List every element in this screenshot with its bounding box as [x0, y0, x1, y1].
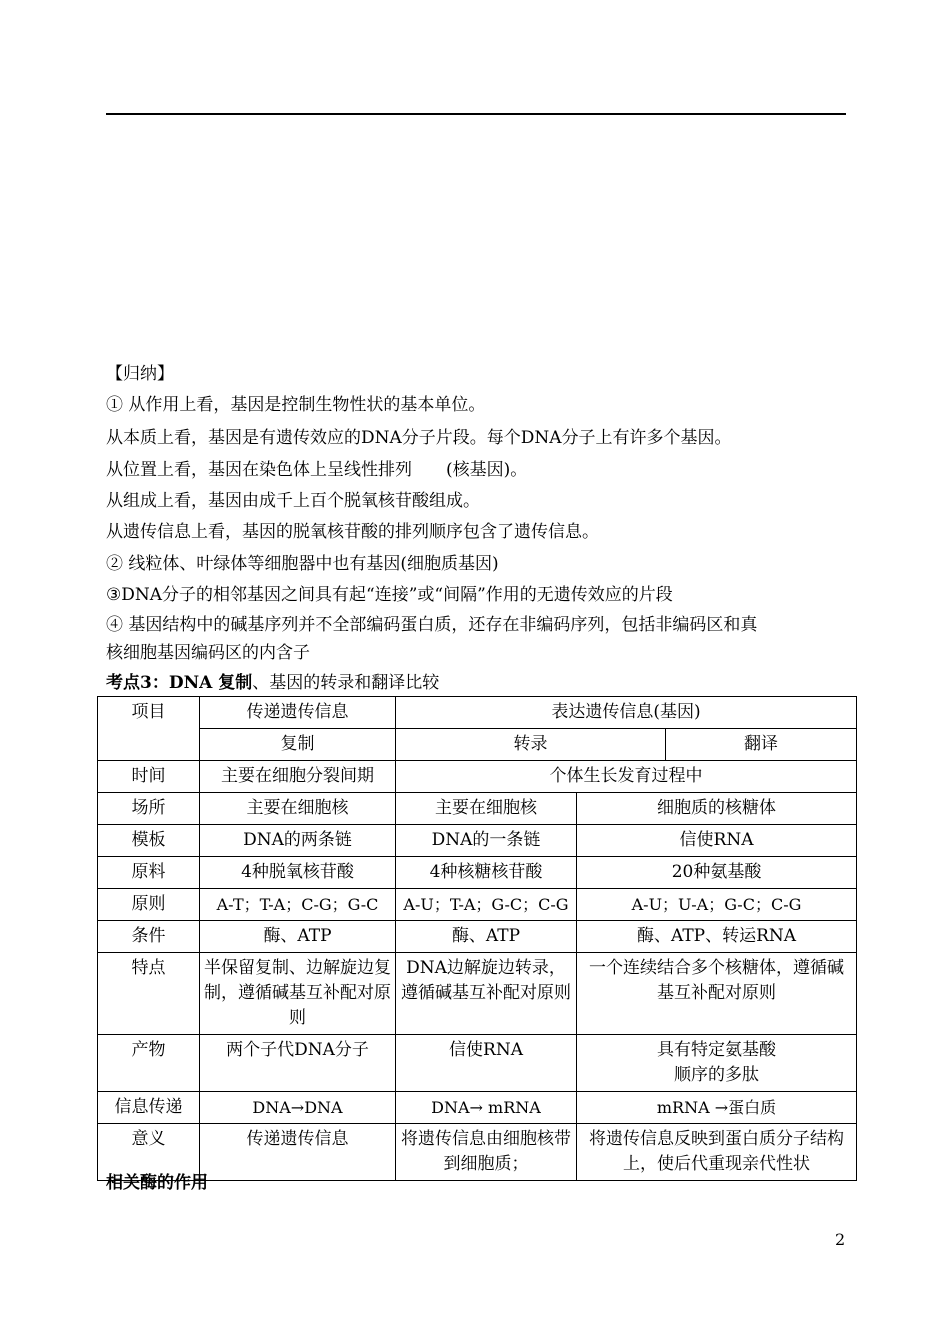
table-cell: A-U；U-A；G-C；C-G: [577, 889, 857, 921]
summary-line-9: 核细胞基因编码区的内含子: [106, 643, 310, 663]
table-row: [98, 793, 857, 825]
table-cell: mRNA →蛋白质: [577, 1092, 857, 1124]
table-row: [98, 825, 857, 857]
summary-line-7: ③DNA分子的相邻基因之间具有起“连接”或“间隔”作用的无遗传效应的片段: [106, 585, 673, 605]
table-cell: 信使RNA: [577, 825, 857, 857]
table-cell: DNA边解旋边转录，遵循碱基互补配对原则: [396, 953, 577, 1035]
table-cell: 转录: [396, 729, 666, 761]
table-cell: DNA→ mRNA: [396, 1092, 577, 1124]
table-cell: 将遗传信息由细胞核带到细胞质；: [396, 1124, 577, 1181]
table-row: [98, 761, 857, 793]
table-row: [98, 729, 857, 761]
table-cell: 20种氨基酸: [577, 857, 857, 889]
table-row: [98, 697, 857, 729]
summary-line-2: 从本质上看，基因是有遗传效应的DNA分子片段。每个DNA分子上有许多个基因。: [106, 428, 732, 448]
summary-line-3: 从位置上看，基因在染色体上呈线性排列 (核基因)。: [106, 460, 528, 480]
table-row: [98, 889, 857, 921]
summary-line-5: 从遗传信息上看，基因的脱氧核苷酸的排列顺序包含了遗传信息。: [106, 522, 599, 542]
table-row: [98, 921, 857, 953]
table-cell: 主要在细胞核: [200, 793, 396, 825]
summary-line-1: ① 从作用上看，基因是控制生物性状的基本单位。: [106, 395, 486, 415]
summary-line-8: ④ 基因结构中的碱基序列并不全部编码蛋白质，还存在非编码序列，包括非编码区和真: [106, 615, 758, 635]
table-cell: 翻译: [666, 729, 857, 761]
table-cell: 主要在细胞核: [396, 793, 577, 825]
table-cell: DNA的两条链: [200, 825, 396, 857]
table-cell: A-T；T-A；C-G；G-C: [200, 889, 396, 921]
table-cell: 一个连续结合多个核糖体，遵循碱基互补配对原则: [577, 953, 857, 1035]
table-cell: DNA→DNA: [200, 1092, 396, 1124]
product-text: 具有特定氨基酸顺序的多肽: [657, 1040, 776, 1085]
table-row: [98, 1092, 857, 1124]
table-cell: 表达遗传信息(基因): [396, 697, 857, 729]
table-cell: 复制: [200, 729, 396, 761]
table-cell: 酶、ATP: [396, 921, 577, 953]
table-cell: 细胞质的核糖体: [577, 793, 857, 825]
table-cell: 条件: [98, 921, 200, 953]
summary-heading: 【归纳】: [106, 364, 174, 384]
table-row: [98, 953, 857, 1035]
table-cell: 半保留复制、边解旋边复制，遵循碱基互补配对原则: [200, 953, 396, 1035]
table-cell: 酶、ATP: [200, 921, 396, 953]
table-cell: 将遗传信息反映到蛋白质分子结构上，使后代重现亲代性状: [577, 1124, 857, 1181]
summary-line-4: 从组成上看，基因由成千上百个脱氧核苷酸组成。: [106, 491, 480, 511]
table-cell: 时间: [98, 761, 200, 793]
table-cell: 酶、ATP、转运RNA: [577, 921, 857, 953]
table-cell: 产物: [98, 1035, 200, 1092]
table-cell: 两个子代DNA分子: [200, 1035, 396, 1092]
table-cell: 原料: [98, 857, 200, 889]
table-cell: 意义: [98, 1124, 200, 1181]
table-cell: 4种脱氧核苷酸: [200, 857, 396, 889]
table-cell: [577, 1035, 857, 1092]
table-cell: DNA的一条链: [396, 825, 577, 857]
section-3-title-bold: 考点3：DNA 复制: [106, 673, 253, 693]
section-3-title: [106, 672, 439, 694]
table-cell: 项目: [98, 697, 200, 761]
table-cell: 信息传递: [98, 1092, 200, 1124]
table-cell: 传递遗传信息: [200, 1124, 396, 1181]
table-cell: 主要在细胞分裂间期: [200, 761, 396, 793]
table-cell: 个体生长发育过程中: [396, 761, 857, 793]
table-cell: 模板: [98, 825, 200, 857]
enzyme-heading: 相关酶的作用: [106, 1173, 208, 1193]
table-cell: 特点: [98, 953, 200, 1035]
table-cell: A-U；T-A；G-C；C-G: [396, 889, 577, 921]
page-number: 2: [835, 1230, 846, 1249]
table-cell: 传递遗传信息: [200, 697, 396, 729]
summary-line-6: ② 线粒体、叶绿体等细胞器中也有基因(细胞质基因): [106, 554, 499, 574]
section-3-title-rest: 、基因的转录和翻译比较: [252, 673, 440, 693]
table-cell: 信使RNA: [396, 1035, 577, 1092]
table-cell: 场所: [98, 793, 200, 825]
comparison-table: [97, 696, 857, 1181]
table-cell: 4种核糖核苷酸: [396, 857, 577, 889]
table-cell: 原则: [98, 889, 200, 921]
table-row: [98, 1124, 857, 1181]
table-row: [98, 857, 857, 889]
table-row: [98, 1035, 857, 1092]
header-rule: [106, 113, 846, 115]
